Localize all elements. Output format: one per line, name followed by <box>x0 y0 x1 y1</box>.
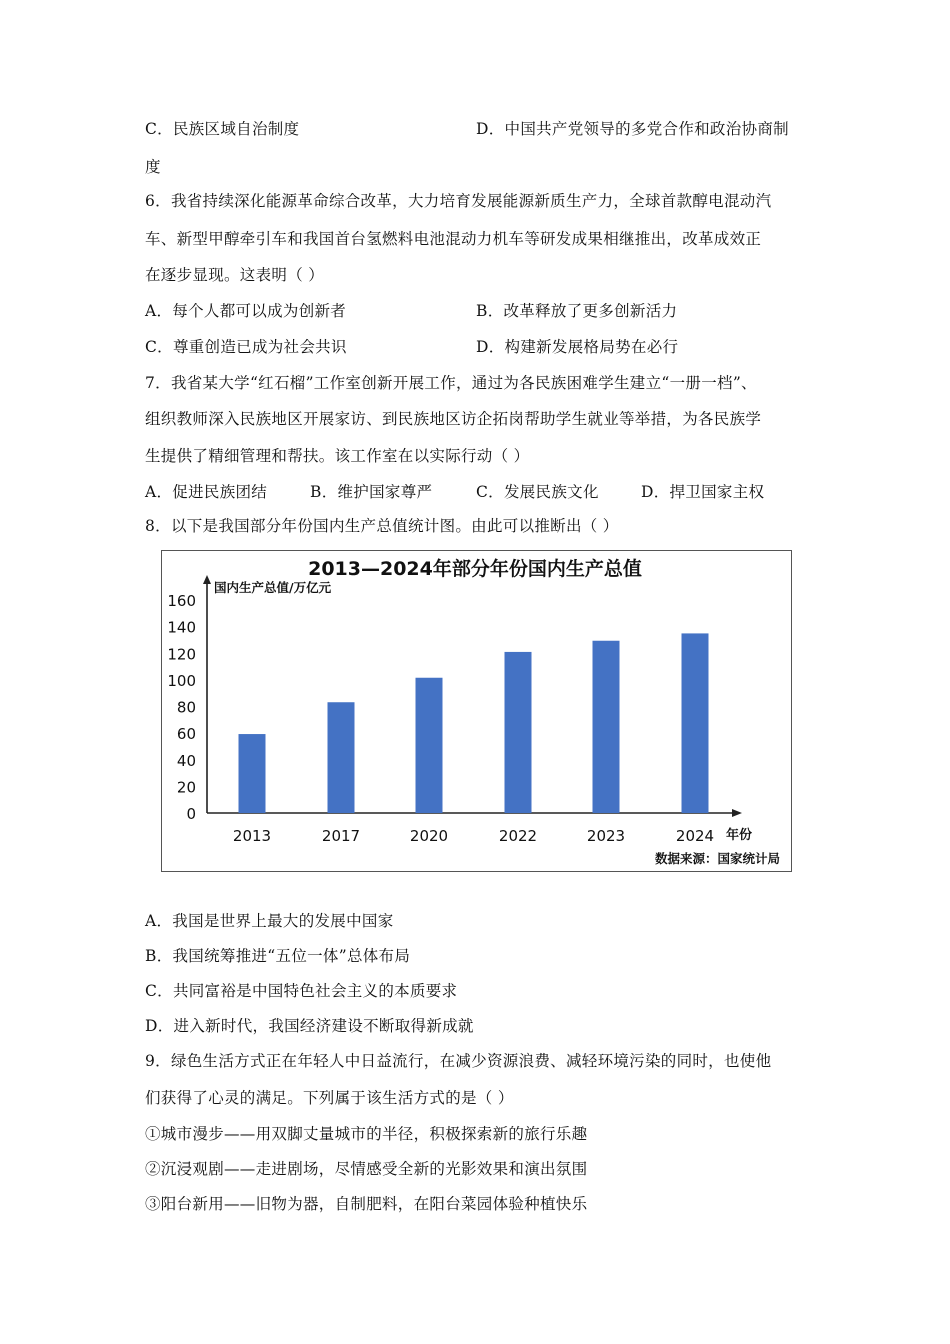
q8-option-c: C．共同富裕是中国特色社会主义的本质要求 <box>145 982 458 1000</box>
q6-stem-line-1: 6．我省持续深化能源革命综合改革，大力培育发展能源新质生产力，全球首款醇电混动汽 <box>145 192 772 210</box>
y-tick-label: 120 <box>167 645 196 664</box>
q7-option-a: A．促进民族团结 <box>145 483 268 501</box>
q7-stem-line-3: 生提供了精细管理和帮扶。该工作室在以实际行动（ ） <box>145 447 530 465</box>
x-tick-label: 2023 <box>586 827 626 845</box>
q7-option-c: C．发展民族文化 <box>476 483 599 501</box>
chart-y-axis-label: 国内生产总值/万亿元 <box>214 580 332 595</box>
q8-option-a: A．我国是世界上最大的发展中国家 <box>145 912 394 930</box>
x-tick-label: 2017 <box>321 827 361 845</box>
bar-2013 <box>239 734 266 813</box>
y-tick-label: 0 <box>186 805 196 823</box>
x-tick-label: 2022 <box>498 827 538 845</box>
q6-option-a: A．每个人都可以成为创新者 <box>145 302 347 320</box>
q5-option-d: D．中国共产党领导的多党合作和政治协商制 <box>476 120 789 138</box>
y-tick-label: 20 <box>176 778 196 797</box>
q7-option-b: B．维护国家尊严 <box>310 483 433 501</box>
q5-option-d-continued: 度 <box>145 158 161 176</box>
q9-stem-line-2: 们获得了心灵的满足。下列属于该生活方式的是（ ） <box>145 1089 514 1107</box>
y-tick-label: 80 <box>176 698 196 717</box>
gdp-chart <box>161 550 792 872</box>
x-tick-label: 2024 <box>675 827 715 845</box>
chart-title: 2013—2024年部分年份国内生产总值 <box>308 558 642 580</box>
q8-option-d: D．进入新时代，我国经济建设不断取得新成就 <box>145 1017 474 1035</box>
q9-stem-line-1: 9．绿色生活方式正在年轻人中日益流行，在减少资源浪费、减轻环境污染的同时，也使他 <box>145 1052 772 1070</box>
y-tick-label: 60 <box>176 725 196 744</box>
q8-option-b: B．我国统筹推进“五位一体”总体布局 <box>145 947 411 965</box>
q6-stem-line-2: 车、新型甲醇牵引车和我国首台氢燃料电池混动力机车等研发成果相继推出，改革成效正 <box>145 230 762 248</box>
bar-2017 <box>328 702 355 813</box>
q7-option-d: D．捍卫国家主权 <box>641 483 765 501</box>
q8-stem: 8．以下是我国部分年份国内生产总值统计图。由此可以推断出（ ） <box>145 517 619 535</box>
q6-option-c: C．尊重创造已成为社会共识 <box>145 338 347 356</box>
x-tick-label: 2013 <box>232 827 272 845</box>
bar-2022 <box>505 652 532 813</box>
q6-option-d: D．构建新发展格局势在必行 <box>476 338 679 356</box>
y-tick-label: 160 <box>167 592 196 610</box>
q6-option-b: B．改革释放了更多创新活力 <box>476 302 678 320</box>
q9-item-3: ③阳台新用——旧物为器，自制肥料，在阳台菜园体验种植快乐 <box>145 1195 588 1213</box>
q5-option-c: C．民族区域自治制度 <box>145 120 300 138</box>
q7-stem-line-2: 组织教师深入民族地区开展家访、到民族地区访企拓岗帮助学生就业等举措，为各民族学 <box>145 410 762 428</box>
bar-2023 <box>593 641 620 813</box>
bar-2020 <box>416 678 443 813</box>
q7-stem-line-1: 7．我省某大学“红石榴”工作室创新开展工作，通过为各民族困难学生建立“一册一档”、 <box>145 374 757 392</box>
q9-item-1: ①城市漫步——用双脚丈量城市的半径，积极探索新的旅行乐趣 <box>145 1125 588 1143</box>
x-tick-label: 2020 <box>409 827 449 845</box>
q9-item-2: ②沉浸观剧——走进剧场，尽情感受全新的光影效果和演出氛围 <box>145 1160 588 1178</box>
chart-source-note: 数据来源：国家统计局 <box>654 851 780 866</box>
y-tick-label: 140 <box>167 618 196 637</box>
bar-2024 <box>682 633 709 813</box>
y-tick-label: 100 <box>167 671 196 690</box>
chart-y-axis-arrow <box>203 575 211 584</box>
q6-stem-line-3: 在逐步显现。这表明（ ） <box>145 266 325 284</box>
chart-x-axis-label: 年份 <box>726 828 753 843</box>
y-tick-label: 40 <box>176 751 196 770</box>
chart-x-axis-arrow <box>732 809 742 817</box>
